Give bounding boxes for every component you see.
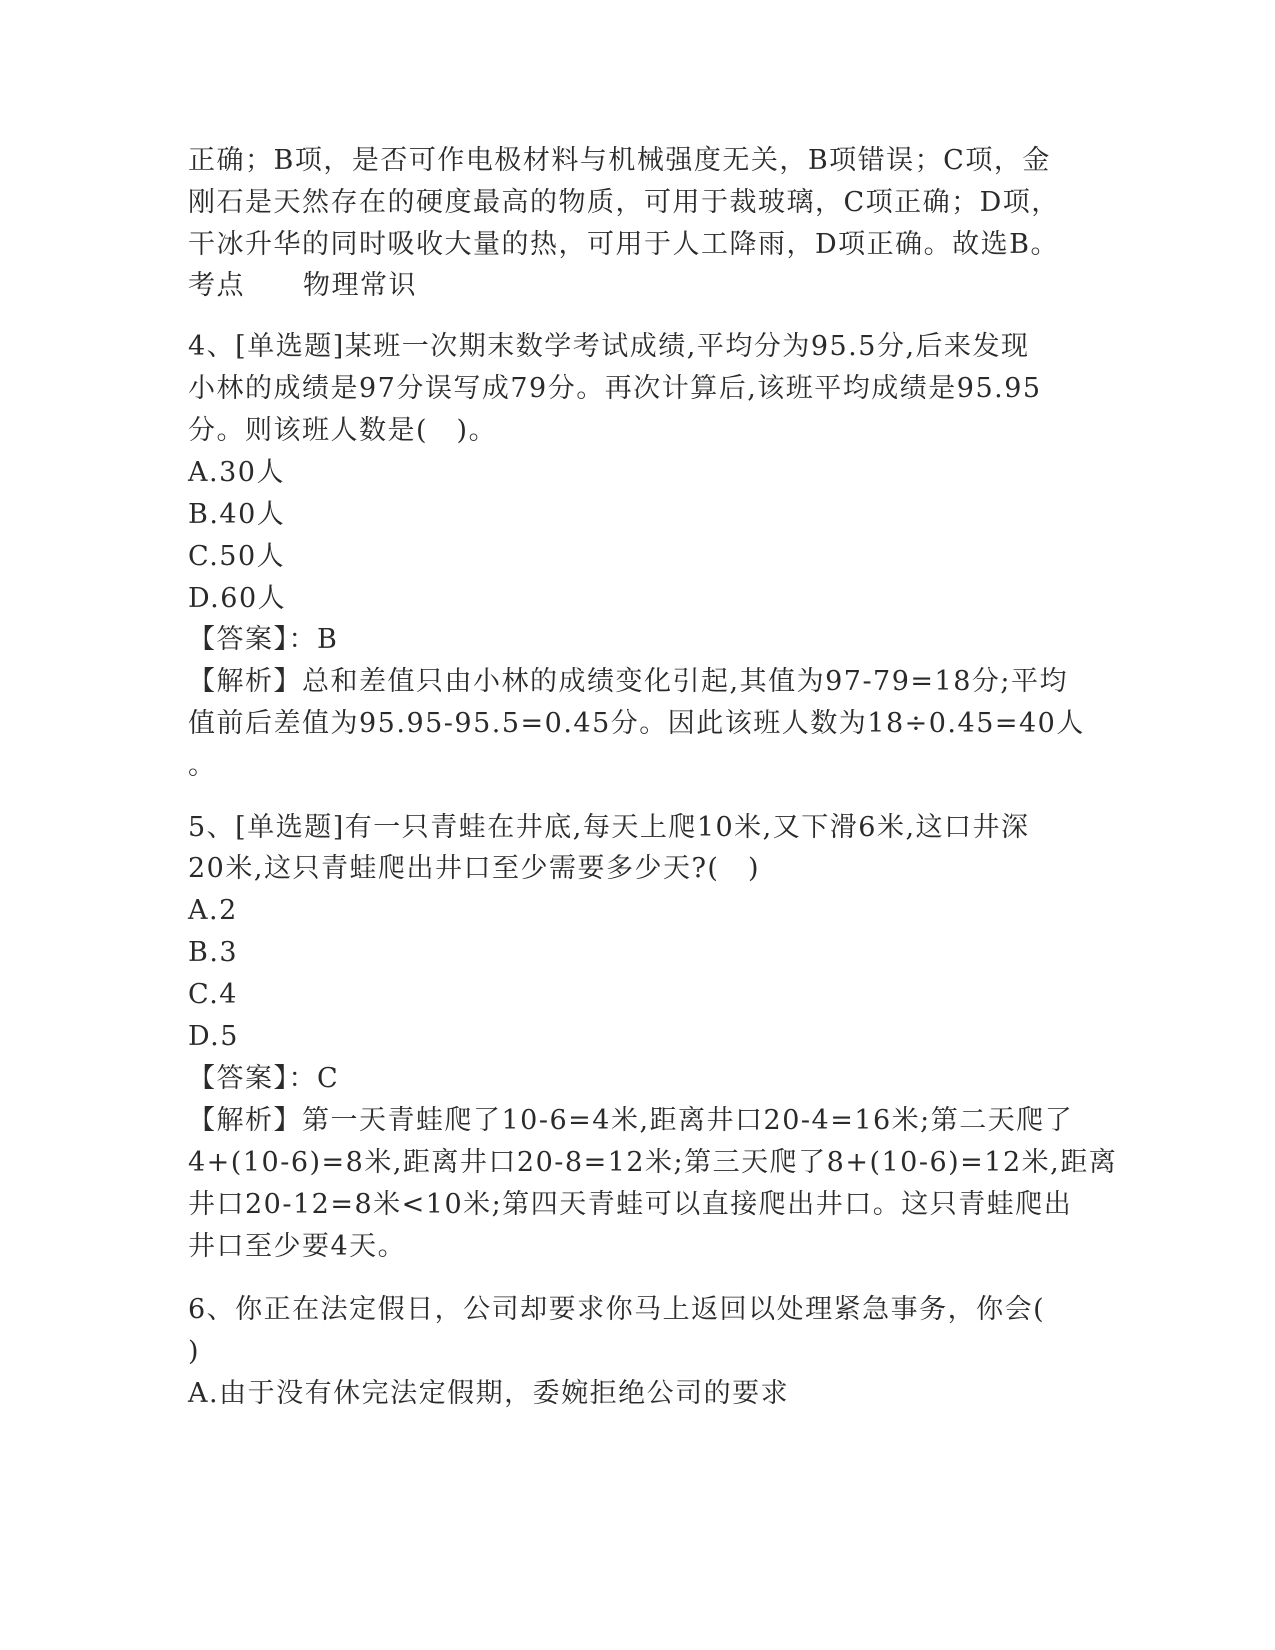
- question-5-analysis-line: 4+(10-6)=8米,距离井口20-8=12米;第三天爬了8+(10-6)=12米,距离: [188, 1147, 1118, 1178]
- question-5-analysis-line: 井口至少要4天。: [188, 1231, 407, 1262]
- question-5-analysis-line: 井口20-12=8米<10米;第四天青蛙可以直接爬出井口。这只青蛙爬出: [188, 1189, 1073, 1220]
- question-5-option-b: B.3: [188, 937, 239, 968]
- question-4-answer: 【答案】：B: [188, 624, 339, 655]
- question-6-stem-line: ): [188, 1336, 201, 1367]
- question-4-stem-line: 4、[单选题]某班一次期末数学考试成绩,平均分为95.5分,后来发现: [188, 331, 1030, 362]
- question-5-answer: 【答案】：C: [188, 1063, 340, 1094]
- explanation-line: 正确；B项，是否可作电极材料与机械强度无关，B项错误；C项，金: [188, 145, 1051, 176]
- question-6-option-a: A.由于没有休完法定假期，委婉拒绝公司的要求: [188, 1378, 790, 1409]
- question-4-stem-line: 分。则该班人数是( )。: [188, 415, 498, 446]
- kaodian-line: [188, 270, 417, 302]
- explanation-line: 干冰升华的同时吸收大量的热，可用于人工降雨，D项正确。故选B。: [188, 229, 1059, 260]
- question-4-analysis-line: 值前后差值为95.95-95.5=0.45分。因此该班人数为18÷0.45=40人: [188, 708, 1085, 739]
- question-4-option-d: D.60人: [188, 583, 287, 614]
- question-4-option-a: A.30人: [188, 457, 285, 488]
- question-5-option-c: C.4: [188, 979, 238, 1010]
- question-4-analysis-line: 【解析】总和差值只由小林的成绩变化引起,其值为97-79=18分;平均: [188, 666, 1068, 697]
- kaodian-value: 物理常识: [303, 270, 417, 301]
- question-4-option-b: B.40人: [188, 499, 286, 530]
- question-5-stem-line: 5、[单选题]有一只青蛙在井底,每天上爬10米,又下滑6米,这口井深: [188, 812, 1030, 843]
- question-5-stem-line: 20米,这只青蛙爬出井口至少需要多少天?( ): [188, 853, 760, 884]
- question-5-option-d: D.5: [188, 1021, 239, 1052]
- question-4-option-c: C.50人: [188, 541, 286, 572]
- kaodian-label: 考点: [188, 270, 245, 301]
- question-4-analysis-line: 。: [188, 750, 217, 781]
- question-5-option-a: A.2: [188, 895, 238, 926]
- question-4-stem-line: 小林的成绩是97分误写成79分。再次计算后,该班平均成绩是95.95: [188, 373, 1042, 404]
- question-5-analysis-line: 【解析】第一天青蛙爬了10-6=4米,距离井口20-4=16米;第二天爬了: [188, 1105, 1074, 1136]
- explanation-line: 刚石是天然存在的硬度最高的物质，可用于裁玻璃，C项正确；D项，: [188, 187, 1060, 218]
- question-6-stem-line: 6、你正在法定假日，公司却要求你马上返回以处理紧急事务，你会(: [188, 1294, 1046, 1325]
